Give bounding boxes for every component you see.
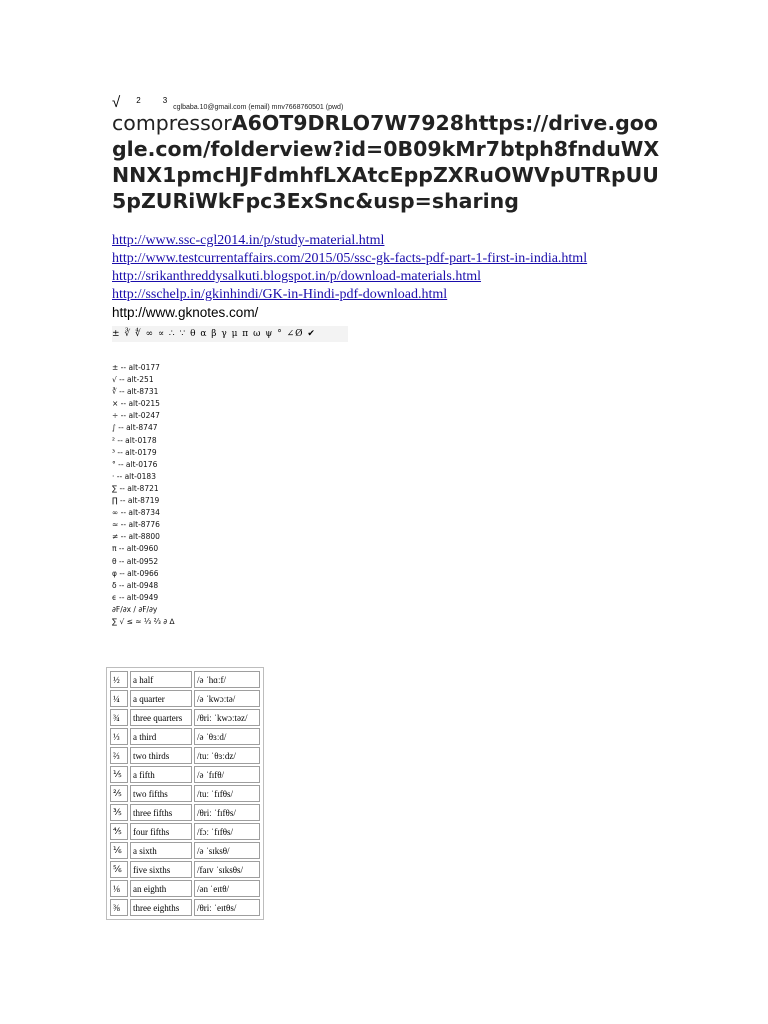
link-list: [112, 232, 587, 323]
symbol-strip: ± ∛ ∜ ∞ ∝ ∴ ∵ θ α β γ μ π ω ψ ° ∠Ø ✔: [112, 326, 348, 342]
fraction-symbol: ⅛: [110, 880, 128, 897]
gk-facts-pdf-link[interactable]: http://www.testcurrentaffairs.com/2015/05/ssc-gk-facts-pdf-part-1-first-in-india.html: [112, 251, 588, 266]
fraction-pronunciation: /θriː ˈkwɔːtəz/: [194, 709, 260, 726]
list-item: [112, 304, 587, 323]
alt-code-item: ∑ -- alt-8721: [112, 483, 159, 493]
heading-lead: compressor: [112, 111, 232, 135]
study-material-link[interactable]: http://www.ssc-cgl2014.in/p/study-material.html: [112, 233, 385, 248]
fraction-words: a half: [130, 671, 192, 688]
fraction-pronunciation: /ə ˈkwɔːtə/: [194, 690, 260, 707]
fraction-table: [108, 669, 262, 918]
alt-code-item: ∫ -- alt-8747: [112, 423, 158, 433]
fraction-symbol: ½: [110, 671, 128, 688]
fraction-words: four fifths: [130, 823, 192, 840]
alt-code-item: ² -- alt-0178: [112, 435, 157, 445]
fraction-words: an eighth: [130, 880, 192, 897]
alt-code-item: √ -- alt-251: [112, 375, 154, 385]
fraction-words: three fifths: [130, 804, 192, 821]
list-item: [112, 286, 587, 304]
table-row: [110, 671, 260, 688]
fraction-pronunciation: /θriː ˈeɪtθs/: [194, 899, 260, 916]
alt-code-item: ° -- alt-0176: [112, 459, 158, 469]
alt-code-item: δ -- alt-0948: [112, 580, 159, 590]
fraction-table-frame: [106, 667, 264, 920]
alt-code-item: ³ -- alt-0179: [112, 447, 157, 457]
alt-code-item: ∞ -- alt-8734: [112, 508, 160, 518]
fraction-pronunciation: /ə ˈsɪksθ/: [194, 842, 260, 859]
alt-code-item: ∑ √ ≤ ≈ ⅓ ⅔ ∂ ∆: [112, 616, 175, 626]
table-row: [110, 823, 260, 840]
alt-code-item: π -- alt-0960: [112, 544, 159, 554]
fraction-pronunciation: /tuː ˈθɜːdz/: [194, 747, 260, 764]
alt-code-item: ϵ -- alt-0949: [112, 592, 159, 602]
fraction-words: a quarter: [130, 690, 192, 707]
fraction-symbol: ⅙: [110, 842, 128, 859]
alt-code-list: [112, 362, 175, 628]
list-item: [112, 268, 587, 286]
table-row: [110, 766, 260, 783]
heading-url[interactable]: A6OT9DRLO7W7928https://drive.google.com/folderview?id=0B09kMr7btph8fnduWXNNX1pmcHJFdmhfLXAtcEppZXRuOWVpUTRpUU5pZURiWkFpc3ExSnc&usp=sharing: [112, 111, 660, 213]
fraction-words: three eighths: [130, 899, 192, 916]
table-row: [110, 709, 260, 726]
fraction-words: a fifth: [130, 766, 192, 783]
fraction-pronunciation: /ən ˈeɪtθ/: [194, 880, 260, 897]
fraction-symbol: ⅘: [110, 823, 128, 840]
fraction-symbol: ⅓: [110, 728, 128, 745]
alt-code-item: ÷ -- alt-0247: [112, 411, 160, 421]
table-row: [110, 804, 260, 821]
fraction-words: two fifths: [130, 785, 192, 802]
alt-code-item: ≈ -- alt-8776: [112, 520, 160, 530]
fraction-symbol: ¼: [110, 690, 128, 707]
fraction-symbol: ¾: [110, 709, 128, 726]
alt-code-item: θ -- alt-0952: [112, 556, 159, 566]
fraction-words: two thirds: [130, 747, 192, 764]
fraction-pronunciation: /fɔː ˈfɪfθs/: [194, 823, 260, 840]
table-row: [110, 861, 260, 878]
table-row: [110, 842, 260, 859]
list-item: [112, 250, 587, 268]
fraction-pronunciation: /ə ˈθɜːd/: [194, 728, 260, 745]
fraction-symbol: ⅕: [110, 766, 128, 783]
drive-link-heading: [112, 110, 662, 214]
alt-code-item: ∂F/∂x / ∂F/∂y: [112, 604, 158, 614]
alt-code-item: ≠ -- alt-8800: [112, 532, 160, 542]
fraction-pronunciation: /θriː ˈfɪfθs/: [194, 804, 260, 821]
gk-hindi-pdf-link[interactable]: http://sschelp.in/gkinhindi/GK-in-Hindi-pdf-download.html: [112, 287, 448, 302]
fraction-words: three quarters: [130, 709, 192, 726]
table-row: [110, 785, 260, 802]
table-row: [110, 728, 260, 745]
fraction-symbol: ⅖: [110, 785, 128, 802]
fraction-pronunciation: /tuː ˈfɪfθs/: [194, 785, 260, 802]
superscript-two: 2: [136, 96, 141, 105]
alt-code-item: · -- alt-0183: [112, 471, 156, 481]
alt-code-item: × -- alt-0215: [112, 399, 160, 409]
alt-code-item: ∏ -- alt-8719: [112, 496, 160, 506]
list-item: [112, 232, 587, 250]
table-row: [110, 899, 260, 916]
fraction-pronunciation: /faɪv ˈsɪksθs/: [194, 861, 260, 878]
alt-code-item: φ -- alt-0966: [112, 568, 159, 578]
fraction-symbol: ⅚: [110, 861, 128, 878]
fraction-words: five sixths: [130, 861, 192, 878]
fraction-symbol: ⅜: [110, 899, 128, 916]
fraction-pronunciation: /ə ˈfɪfθ/: [194, 766, 260, 783]
table-row: [110, 747, 260, 764]
header-line: [112, 94, 343, 111]
fraction-pronunciation: /ə ˈhɑːf/: [194, 671, 260, 688]
gknotes-link: http://www.gknotes.com/: [112, 305, 259, 320]
credentials-note: cglbaba.10@gmail.com (email) mnv7668760501 (pwd): [173, 104, 344, 111]
alt-code-item: ∛ -- alt-8731: [112, 387, 159, 397]
alt-code-item: ± -- alt-0177: [112, 363, 160, 372]
superscript-three: 3: [162, 96, 168, 105]
fraction-symbol: ⅔: [110, 747, 128, 764]
table-row: [110, 690, 260, 707]
fraction-symbol: ⅗: [110, 804, 128, 821]
fraction-words: a third: [130, 728, 192, 745]
sqrt-symbol: √: [112, 94, 121, 111]
table-row: [110, 880, 260, 897]
download-materials-link[interactable]: http://srikanthreddysalkuti.blogspot.in/p/download-materials.html: [112, 269, 482, 284]
fraction-words: a sixth: [130, 842, 192, 859]
